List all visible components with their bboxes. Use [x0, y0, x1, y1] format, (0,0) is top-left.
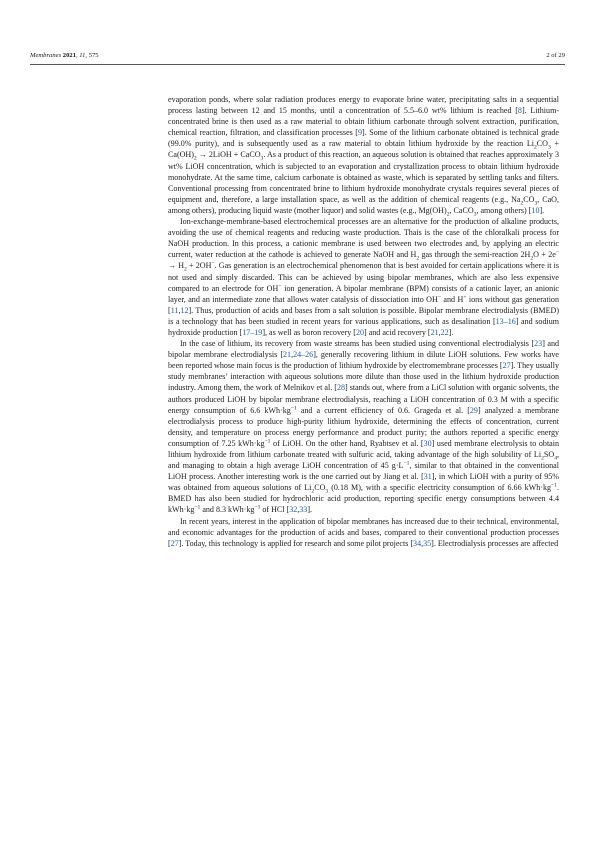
- journal-citation: Membranes 2021, 11, 575: [30, 52, 99, 59]
- body-text: [168, 94, 559, 549]
- citation-link[interactable]: 29: [469, 405, 478, 415]
- citation-link[interactable]: 22: [440, 327, 449, 337]
- citation-link[interactable]: 11: [170, 305, 179, 315]
- header-rule: [30, 64, 565, 65]
- citation-link[interactable]: 13–16: [495, 316, 516, 326]
- citation-link[interactable]: 27: [502, 361, 511, 371]
- citation-link[interactable]: 27: [170, 538, 179, 548]
- journal-volume: 11: [79, 52, 86, 59]
- citation-link[interactable]: 31: [423, 472, 432, 482]
- citation-link[interactable]: 33: [299, 505, 308, 515]
- paragraph-2: Ion-exchange-membrane-based electrochemical processes are an alternative for the production of alkaline products, avoiding the use of chemical reagents and reducing waste production. Thais is the case of the chloralkali process for NaOH production. In this process, a cationic membrane is used between two electrodes and, by applying an electric current, water reduction at the cathode is achieved to generate NaOH and $H_2$ gas through the semi-reaction $2H_2O + 2e^- \to H_2 + 2OH^-$. Gas generation is an electrochemical phenomenon that is best avoided for certain applications where it is not used and simply discarded. This can be achieved by using bipolar membranes, which are also less expensive compared to an electrode for OH− ion generation. A bipolar membrane (BPM) consists of a cationic layer, an anionic layer, and an intermediate zone that allows water catalysis of dissociation into OH− and H+ ions without gas generation [11,12]. Thus, production of acids and bases from a salt solution is possible. Bipolar membrane electrodialysis (BMED) is a technology that has been studied in recent years for various applications, such as desalination [13–16] and sodium hydroxide production [17–19], as well as boron recovery [20] and acid recovery [21,22].: [168, 217, 559, 337]
- citation-link[interactable]: 20: [355, 327, 364, 337]
- journal-name: Membranes: [30, 52, 62, 59]
- paragraph-1: evaporation ponds, where solar radiation produces energy to evaporate brine water, precipitating salts in a sequential process lasting between 12 and 15 months, until a concentration of 5.5–6.0 wt% lithium is reached [8]. Lithium-concentrated brine is then used as a raw material to obtain lithium carbonate through solvent extraction, purification, chemical reaction, filtration, and classification processes [9]. Some of the lithium carbonate obtained is technical grade (99.0% purity), and is subsequently used as a raw material to obtain lithium hydroxide by the reaction $Li_2CO_3 + Ca(OH)_2$ → 2LiOH + CaCO$_3$. As a product of this reaction, an aqueous solution is obtained that reaches approximately 3 wt% LiOH concentration, which is subjected to an evaporation and crystallization process to obtain lithium hydroxide monohydrate. At the same time, calcium carbonate is obtained as waste, which is separated by settling tanks and filters. Conventional processing from concentrated brine to lithium hydroxide monohydrate crystals requires several pieces of equipment and, therefore, a large installation space, as well as the addition of chemical reagents (e.g., $Na_2CO_3$, CaO, among others), producing liquid waste (mother liquor) and solid wastes (e.g., $Mg(OH)_2$, CaCO$_3$, among others) [10].: [168, 95, 560, 218]
- citation-link[interactable]: 17–19: [242, 327, 263, 337]
- page-number: 2 of 29: [546, 52, 565, 59]
- citation-link[interactable]: 35: [423, 538, 432, 548]
- citation-link[interactable]: 34: [413, 538, 422, 548]
- citation-link[interactable]: 9: [358, 128, 363, 138]
- citation-link[interactable]: 21: [430, 327, 439, 337]
- citation-link[interactable]: 21: [283, 350, 292, 360]
- citation-link[interactable]: 23: [534, 339, 543, 349]
- citation-link[interactable]: 10: [531, 205, 540, 215]
- citation-link[interactable]: 12: [180, 305, 189, 315]
- citation-link[interactable]: 24–26: [293, 350, 314, 360]
- paragraph-3: In the case of lithium, its recovery from waste streams has been studied using conventional electrodialysis [23] and bipolar membrane electrodialysis [21,24–26], generally recovering lithium in dilute LiOH solutions. Few works have been reported whose main focus is the production of lithium hydroxide by electromembrane processes [27]. They usually study membranes’ interaction with aqueous solutions more dilute than those used in the lithium hydroxide production industry. Among them, the work of Melnikov et al. [28] stands out, where from a LiCl solution with organic solvents, the authors produced LiOH by bipolar membrane electrodialysis, reaching a LiOH concentration of 0.3 M with a specific energy consumption of 6.6 $kWh\cdot kg^{-1}$ and a current efficiency of 0.6. Grageda et al. [29] analyzed a membrane electrodialysis process to produce high-purity lithium hydroxide, determining the effects of concentration, current density, and temperature on process energy performance and product purity; the authors reported a specific energy consumption of 7.25 $kWh\cdot kg^{-1}$ of LiOH. On the other hand, Ryabtsev et al. [30] used membrane electrolysis to obtain lithium hydroxide from lithium carbonate treated with sulfuric acid, taking advantage of the high solubility of $Li_2SO_4$, and managing to obtain a high average LiOH concentration of 45 $g\cdot L^{-1}$, similar to that obtained in the conventional LiOH process. Another interesting work is the one carried out by Jiang et al. [31], in which LiOH with a purity of 95% was obtained from aqueous solutions of $Li_2CO_3$ (0.18 M), with a specific electricity consumption of 6.66 $kWh\cdot kg^{-1}$. BMED has also been studied for hydrochloric acid production, reporting specific energy consumptions between 4.4 $kWh\cdot kg^{-1}$ and 8.3 $kWh\cdot kg^{-1}$ of HCl [32,33].: [168, 339, 560, 515]
- citation-link[interactable]: 32: [289, 505, 298, 515]
- paragraph-4: In recent years, interest in the application of bipolar membranes has increased due to their technical, environmental, and economic advantages for the production of acids and bases, compared to their conventional production processes [27]. Today, this technology is applied for research and some pilot projects [34,35]. Electrodialysis processes are affected: [168, 516, 559, 548]
- citation-link[interactable]: 30: [423, 438, 432, 448]
- citation-link[interactable]: 8: [517, 106, 522, 116]
- page-header: [30, 50, 565, 62]
- journal-year: 2021: [62, 52, 76, 59]
- article-number: 575: [88, 52, 99, 59]
- citation-link[interactable]: 28: [336, 383, 346, 393]
